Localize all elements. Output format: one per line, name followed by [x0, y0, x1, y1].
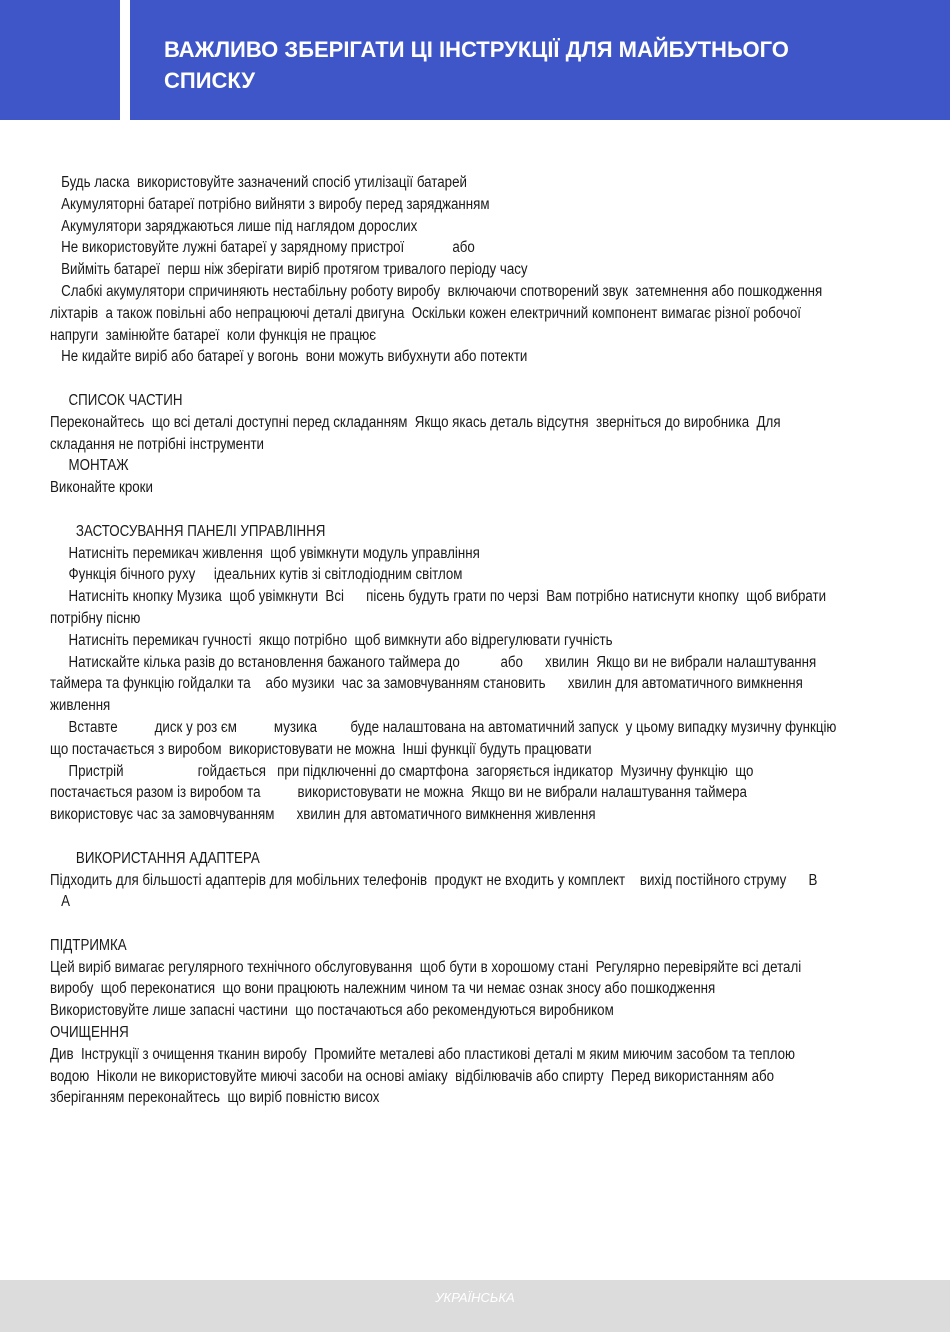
support-heading: ПІДТРИМКА	[50, 936, 127, 954]
control-panel-line: потрібну пісню	[50, 609, 141, 627]
parts-line: Переконайтесь що всі деталі доступні перед складанням Якщо якась деталь відсутня зверніться до виробника Для	[50, 413, 781, 431]
control-panel-line: використовує час за замовчуванням хвилин для автоматичного вимкнення живлення	[50, 806, 596, 824]
support-line: Цей виріб вимагає регулярного технічного обслуговування щоб бути в хорошому стані Регулярно перевіряйте всі деталі	[50, 958, 802, 976]
battery-line: Акумуляторні батареї потрібно вийняти з виробу перед заряджанням	[50, 195, 490, 213]
control-panel-line: Натисніть перемикач гучності якщо потрібно щоб вимкнути або відрегулювати гучність	[50, 631, 613, 649]
battery-line: Акумулятори заряджаються лише під наглядом дорослих	[50, 217, 418, 235]
control-panel-line: Пристрій гойдається при підключенні до смартфона загоряється індикатор Музичну функцію що	[50, 762, 754, 780]
battery-line: Слабкі акумулятори спричиняють нестабільну роботу виробу включаючи спотворений звук затемнення або пошкодження	[50, 282, 823, 300]
control-panel-line: таймера та функцію гойдалки та або музики час за замовчуванням становить хвилин для автоматичного вимкнення	[50, 675, 803, 693]
page-title	[164, 34, 884, 96]
cleaning-line: Див Інструкції з очищення тканин виробу Промийте металеві або пластикові деталі м яким миючим засобом та теплою	[50, 1045, 796, 1063]
control-panel-heading: ЗАСТОСУВАННЯ ПАНЕЛІ УПРАВЛІННЯ	[50, 522, 326, 540]
control-panel-line: що постачається з виробом використовувати не можна Інші функції будуть працювати	[50, 740, 592, 758]
battery-line: Вийміть батареї перш ніж зберігати виріб протягом тривалого періоду часу	[50, 261, 528, 279]
header-side-block	[0, 0, 120, 120]
spacer	[50, 368, 905, 390]
instructions-body	[50, 172, 905, 1109]
control-panel-line: живлення	[50, 697, 111, 715]
cleaning-line: зберіганням переконайтесь що виріб повністю висох	[50, 1089, 380, 1107]
battery-line: Будь ласка використовуйте зазначений спосіб утилізації батарей	[50, 174, 467, 191]
header-banner	[130, 0, 950, 120]
spacer	[50, 499, 905, 521]
control-panel-line: Натисніть кнопку Музика щоб увімкнути Всі пісень будуть грати по черзі Вам потрібно натиснути кнопку щоб вибрати	[50, 588, 827, 606]
assembly-heading: МОНТАЖ	[50, 457, 129, 475]
parts-heading: СПИСОК ЧАСТИН	[50, 391, 183, 409]
parts-section	[50, 390, 905, 455]
adapter-line: А	[50, 893, 71, 911]
footer-bar	[0, 1280, 950, 1332]
support-line: виробу щоб переконатися що вони працюють належним чином та чи немає ознак зносу або пошкодження	[50, 980, 716, 998]
control-panel-line: Натисніть перемикач живлення щоб увімкнути модуль управління	[50, 544, 480, 562]
assembly-line: Виконайте кроки	[50, 479, 153, 497]
cleaning-line: водою Ніколи не використовуйте миючі засоби на основі аміаку відбілювачів або спирту Перед використанням або	[50, 1067, 775, 1085]
control-panel-line: Функція бічного руху ідеальних кутів зі світлодіодним світлом	[50, 566, 463, 584]
cleaning-heading: ОЧИЩЕННЯ	[50, 1024, 129, 1042]
support-line: Використовуйте лише запасні частини що постачаються або рекомендуються виробником	[50, 1002, 614, 1020]
page-title-line-1: ВАЖЛИВО ЗБЕРІГАТИ ЦІ ІНСТРУКЦІЇ ДЛЯ МАЙБУТНЬОГО	[164, 37, 789, 62]
page-title-line-2: СПИСКУ	[164, 68, 256, 93]
assembly-section	[50, 455, 905, 499]
battery-line: Не кидайте виріб або батареї у вогонь вони можуть вибухнути або потекти	[50, 348, 528, 366]
battery-line: напруги замінюйте батареї коли функція не працює	[50, 326, 377, 344]
spacer	[50, 913, 905, 935]
control-panel-section	[50, 521, 905, 826]
adapter-heading: ВИКОРИСТАННЯ АДАПТЕРА	[50, 849, 260, 867]
spacer	[50, 826, 905, 848]
control-panel-line: постачається разом із виробом та використовувати не можна Якщо ви не вибрали налаштування таймера	[50, 784, 747, 802]
adapter-section	[50, 848, 905, 913]
footer-language-label: УКРАЇНСЬКА	[435, 1290, 515, 1305]
cleaning-section	[50, 1022, 905, 1109]
parts-line: складання не потрібні інструменти	[50, 435, 265, 453]
support-section	[50, 935, 905, 1022]
battery-line: ліхтарів а також повільні або непрацюючі деталі двигуна Оскільки кожен електричний компонент вимагає різної робочої	[50, 304, 802, 322]
battery-line: Не використовуйте лужні батареї у зарядному пристрої або	[50, 239, 475, 257]
control-panel-line: Вставте диск у роз єм музика буде налаштована на автоматичний запуск у цьому випадку музичну функцію	[50, 718, 837, 736]
adapter-line: Підходить для більшості адаптерів для мобільних телефонів продукт не входить у комплект вихід постійного струму В	[50, 871, 818, 889]
control-panel-line: Натискайте кілька разів до встановлення бажаного таймера до або хвилин Якщо ви не вибрали налаштування	[50, 653, 817, 671]
battery-warnings	[50, 172, 905, 368]
